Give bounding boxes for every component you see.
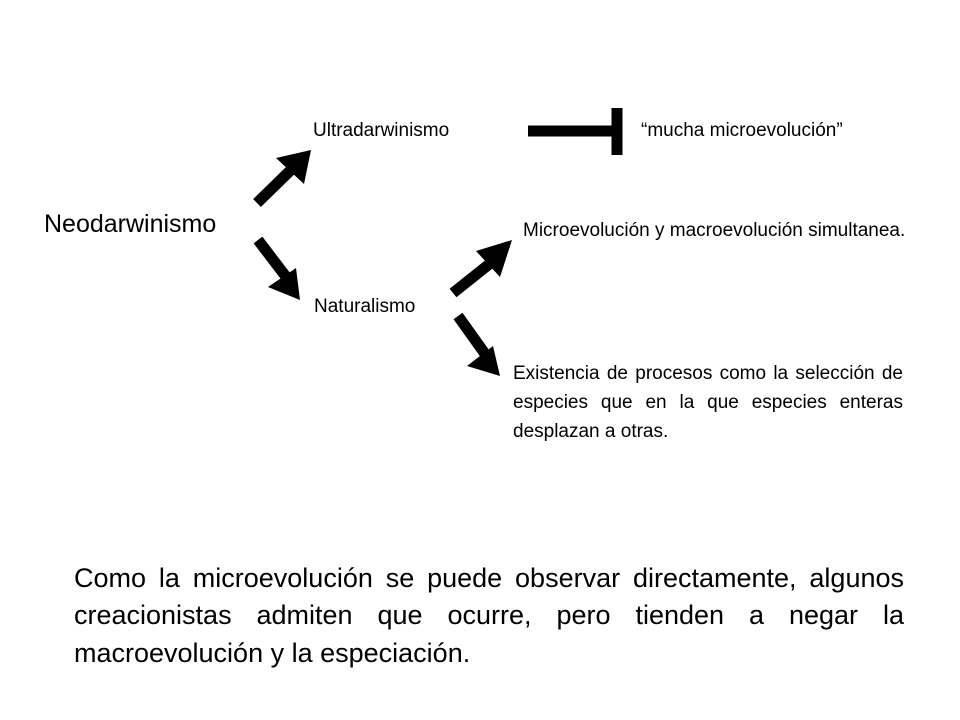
node-mucha-microevolucion: “mucha microevolución”: [641, 120, 843, 141]
node-naturalismo: Naturalismo: [314, 296, 416, 317]
node-ultradarwinismo: Ultradarwinismo: [313, 120, 450, 141]
arrow-natural-to-result-1: [453, 240, 512, 293]
arrow-natural-to-result-2: [458, 316, 500, 376]
footnote-paragraph: Como la microevolución se puede observar directamente, algunos creacionistas admiten que ocurre, pero tienden a negar la macroevolución y la especiación.: [74, 563, 904, 668]
arrow-root-to-natural: [258, 240, 300, 300]
arrow-root-to-ultra: [257, 150, 311, 203]
node-existencia-procesos: Existencia de procesos como la selección de especies que en la que especies enteras desplazan a otras.: [513, 363, 903, 442]
node-micro-macro-simultanea: Microevolución y macroevolución simultanea.: [523, 220, 906, 241]
node-neodarwinismo: Neodarwinismo: [44, 210, 217, 238]
arrow-ultra-to-result: [528, 108, 617, 155]
